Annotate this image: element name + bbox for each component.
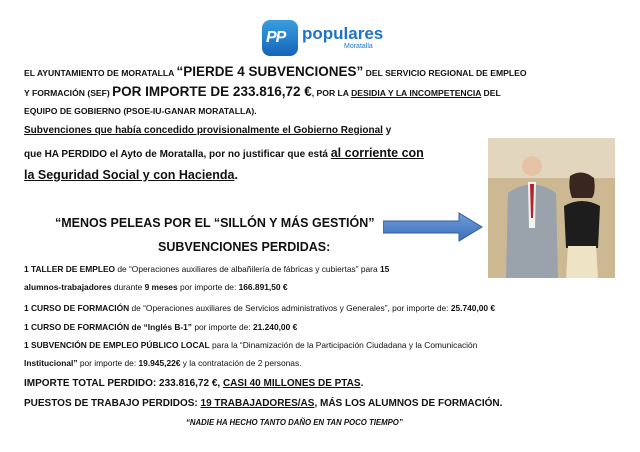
logo-party-name: populares xyxy=(302,24,384,43)
intro-line-2: Y FORMACIÓN (SEF) POR IMPORTE DE 233.816,72 €, POR LA DESIDIA Y LA INCOMPETENCIA DEL xyxy=(24,84,501,99)
people-silhouette-icon xyxy=(488,138,615,278)
politicians-photo xyxy=(488,138,615,278)
intro-line-5: que HA PERDIDO el Ayto de Moratalla, por no justificar que está al corriente con xyxy=(24,146,424,160)
slogan: “MENOS PELEAS POR EL “SILLÓN Y MÁS GESTIÓN” xyxy=(55,216,375,230)
item-4-line-2: Institucional” por importe de: 19.945,22€ y la contratación de 2 personas. xyxy=(24,358,302,368)
lost-subsidies-heading: SUBVENCIONES PERDIDAS: xyxy=(158,240,331,254)
logo-town-name: Moratalla xyxy=(344,43,373,50)
arrow-right-icon xyxy=(383,212,483,242)
closing-quote: “NADIE HA HECHO TANTO DAÑO EN TAN POCO TIEMPO” xyxy=(186,418,403,427)
item-1-line-1: 1 TALLER DE EMPLEO de “Operaciones auxiliares de albañilería de fábricas y cubiertas” para 15 xyxy=(24,264,390,274)
pp-logo-icon: PP xyxy=(262,20,298,56)
jobs-lost: PUESTOS DE TRABAJO PERDIDOS: 19 TRABAJADORES/AS, MÁS LOS ALUMNOS DE FORMACIÓN. xyxy=(24,398,503,409)
intro-line-6: la Seguridad Social y con Hacienda. xyxy=(24,168,238,182)
item-2: 1 CURSO DE FORMACIÓN de “Operaciones auxiliares de Servicios administrativos y Generales”, por importe de: 25.740,00 € xyxy=(24,303,496,313)
item-4-line-1: 1 SUBVENCIÓN DE EMPLEO PÚBLICO LOCAL para la “Dinamización de la Participación Ciudadana y la Comunicación xyxy=(24,340,478,350)
intro-line-3: EQUIPO DE GOBIERNO (PSOE-IU-GANAR MORATALLA). xyxy=(24,106,257,116)
party-logo xyxy=(262,18,392,58)
item-1-line-2: alumnos-trabajadores durante 9 meses por importe de: 166.891,50 € xyxy=(24,282,288,292)
intro-line-4: Subvenciones que había concedido provisionalmente el Gobierno Regional y xyxy=(24,125,392,136)
total-lost: IMPORTE TOTAL PERDIDO: 233.816,72 €, CASI 40 MILLONES DE PTAS. xyxy=(24,378,364,389)
intro-line-1: EL AYUNTAMIENTO DE MORATALLA “PIERDE 4 SUBVENCIONES” DEL SERVICIO REGIONAL DE EMPLEO xyxy=(24,64,527,79)
item-3: 1 CURSO DE FORMACIÓN de “Inglés B-1” por importe de: 21.240,00 € xyxy=(24,322,298,332)
